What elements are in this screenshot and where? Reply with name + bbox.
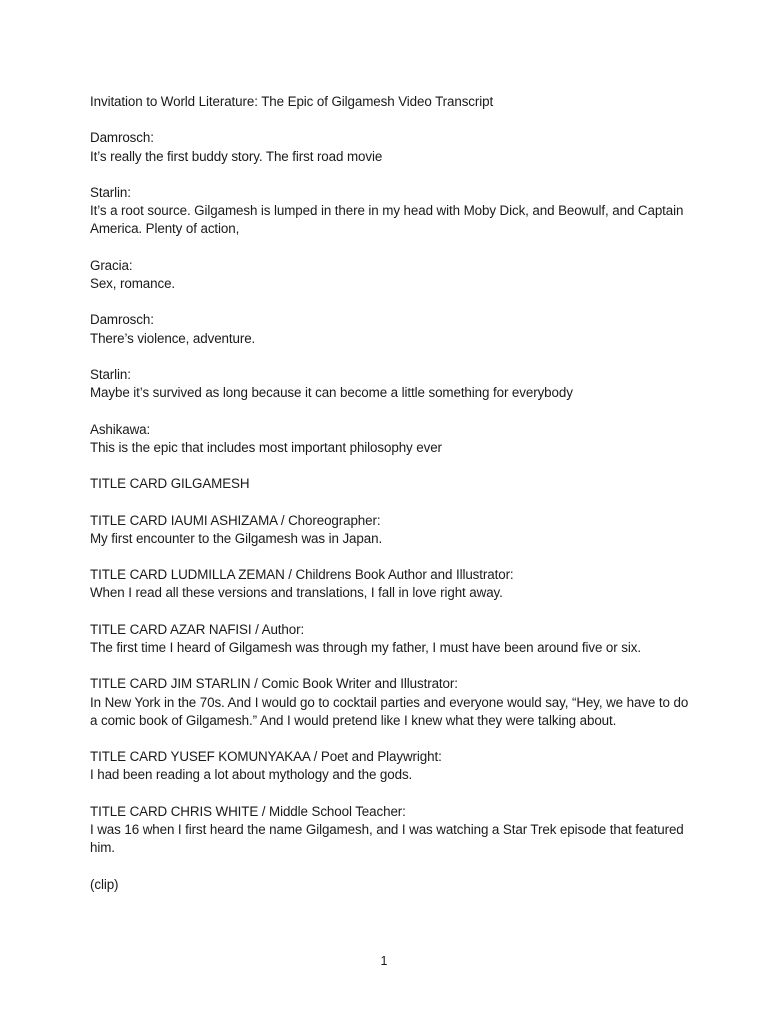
speech-text: There’s violence, adventure. — [90, 330, 256, 346]
speech-text: I had been reading a lot about mythology and the gods. — [90, 767, 413, 783]
title-card-entry — [90, 621, 690, 657]
clip-marker: (clip) — [90, 876, 119, 892]
title-card-label: TITLE CARD CHRIS WHITE / Middle School Teacher: — [90, 803, 406, 819]
speech-text: It’s really the first buddy story. The first road movie — [90, 148, 383, 164]
transcript-entry — [90, 311, 690, 347]
title-card-label: TITLE CARD LUDMILLA ZEMAN / Childrens Book Author and Illustrator: — [90, 567, 514, 583]
clip-marker-entry — [90, 876, 690, 894]
speaker-label: Starlin: — [90, 366, 131, 382]
title-card-label: TITLE CARD JIM STARLIN / Comic Book Writer and Illustrator: — [90, 676, 458, 692]
transcript-entry — [90, 257, 690, 293]
speaker-label: Damrosch: — [90, 130, 154, 146]
title-card-entry — [90, 675, 690, 730]
speech-text: The first time I heard of Gilgamesh was through my father, I must have been around five or six. — [90, 639, 641, 655]
title-card-label: TITLE CARD GILGAMESH — [90, 476, 250, 492]
page-number: 1 — [380, 954, 388, 968]
speech-text: Maybe it’s survived as long because it can become a little something for everybody — [90, 385, 573, 401]
speech-text: My first encounter to the Gilgamesh was in Japan. — [90, 530, 383, 546]
transcript-entry — [90, 129, 690, 165]
speech-text: When I read all these versions and translations, I fall in love right away. — [90, 585, 503, 601]
transcript-entry — [90, 421, 690, 457]
title-card-entry — [90, 566, 690, 602]
speaker-label: Gracia: — [90, 257, 133, 273]
title-card-entry — [90, 475, 690, 493]
document-title: Invitation to World Literature: The Epic of Gilgamesh Video Transcript — [90, 94, 494, 109]
title-card-entry — [90, 512, 690, 548]
title-card-entry — [90, 803, 690, 858]
speech-text: It’s a root source. Gilgamesh is lumped in there in my head with Moby Dick, and Beowulf, and Captain America. Plenty of action, — [90, 203, 684, 237]
speech-text: I was 16 when I first heard the name Gilgamesh, and I was watching a Star Trek episode that featured him. — [90, 821, 684, 856]
speaker-label: Starlin: — [90, 184, 131, 200]
transcript-entry — [90, 184, 690, 239]
speech-text: This is the epic that includes most important philosophy ever — [90, 439, 442, 455]
title-card-label: TITLE CARD AZAR NAFISI / Author: — [90, 621, 305, 637]
speech-text: In New York in the 70s. And I would go to cocktail parties and everyone would say, “Hey, we have to do a comic book of Gilgamesh.” And I would pretend like I knew what they were talking about. — [90, 694, 689, 728]
title-card-label: TITLE CARD IAUMI ASHIZAMA / Choreographer: — [90, 512, 381, 528]
transcript-entry — [90, 366, 690, 402]
speaker-label: Ashikawa: — [90, 421, 151, 437]
title-card-label: TITLE CARD YUSEF KOMUNYAKAA / Poet and Playwright: — [90, 749, 442, 765]
speaker-label: Damrosch: — [90, 312, 154, 328]
title-card-entry — [90, 748, 690, 784]
transcript-body — [90, 93, 690, 912]
speech-text: Sex, romance. — [90, 275, 176, 291]
